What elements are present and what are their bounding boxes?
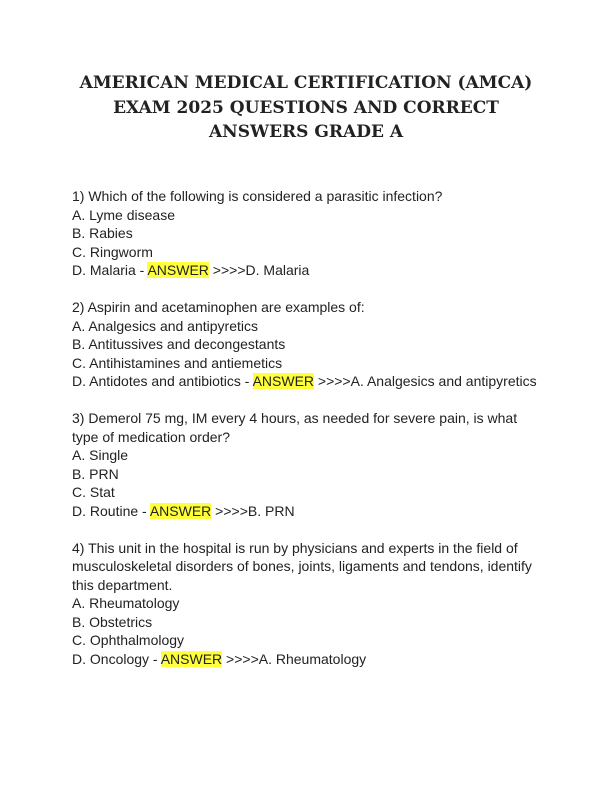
option-c: C. Stat — [72, 484, 115, 500]
option-b: B. Rabies — [72, 225, 133, 241]
option-d: D. Malaria - — [72, 262, 148, 278]
option-a: A. Rheumatology — [72, 595, 180, 611]
option-d: D. Antidotes and antibiotics - — [72, 373, 253, 389]
question-list — [72, 187, 542, 687]
document-title — [40, 71, 572, 145]
title-line-3: ANSWERS GRADE A — [208, 122, 404, 142]
option-c: C. Ringworm — [72, 243, 153, 260]
option-d-with-answer — [72, 502, 542, 521]
option-a: A. Analgesics and antipyretics — [72, 317, 258, 334]
option-d: D. Routine - — [72, 502, 150, 519]
option-c: C. Ophthalmology — [72, 632, 185, 648]
answer-text: >>>>A. Rheumatology — [222, 650, 367, 667]
option-b: B. Antitussives and decongestants — [72, 336, 286, 352]
question-text: 3) Demerol 75 mg, IM every 4 hours, as needed for severe pain, is what type of medication order? — [72, 410, 518, 445]
question-text: 4) This unit in the hospital is run by physicians and experts in the field of musculoskeletal disorders of bones, joints, ligaments and tendons, identify this department. — [72, 539, 532, 593]
question-3 — [72, 409, 542, 520]
answer-highlight: ANSWER — [252, 373, 315, 389]
answer-highlight: ANSWER — [149, 502, 212, 519]
option-a: A. Single — [72, 447, 129, 463]
question-2 — [72, 298, 542, 391]
answer-text: >>>>D. Malaria — [208, 262, 310, 278]
question-text: 2) Aspirin and acetaminophen are examples of: — [72, 299, 365, 315]
option-d-with-answer — [72, 261, 542, 280]
option-d-with-answer — [72, 372, 542, 391]
option-a: A. Lyme disease — [72, 206, 175, 223]
option-b: B. Obstetrics — [72, 613, 153, 630]
question-text: 1) Which of the following is considered a parasitic infection? — [72, 188, 443, 204]
question-1 — [72, 187, 542, 280]
title-line-1: AMERICAN MEDICAL CERTIFICATION (AMCA) — [79, 73, 533, 93]
option-b: B. PRN — [72, 465, 119, 482]
title-line-2: EXAM 2025 QUESTIONS AND CORRECT — [113, 97, 499, 118]
answer-text: >>>>B. PRN — [211, 502, 295, 519]
option-c: C. Antihistamines and antiemetics — [72, 354, 283, 371]
question-4 — [72, 539, 542, 669]
option-d: D. Oncology - — [72, 650, 161, 667]
answer-highlight: ANSWER — [160, 650, 223, 667]
answer-text: >>>>A. Analgesics and antipyretics — [314, 373, 537, 389]
answer-highlight: ANSWER — [147, 262, 209, 278]
option-d-with-answer — [72, 650, 542, 669]
